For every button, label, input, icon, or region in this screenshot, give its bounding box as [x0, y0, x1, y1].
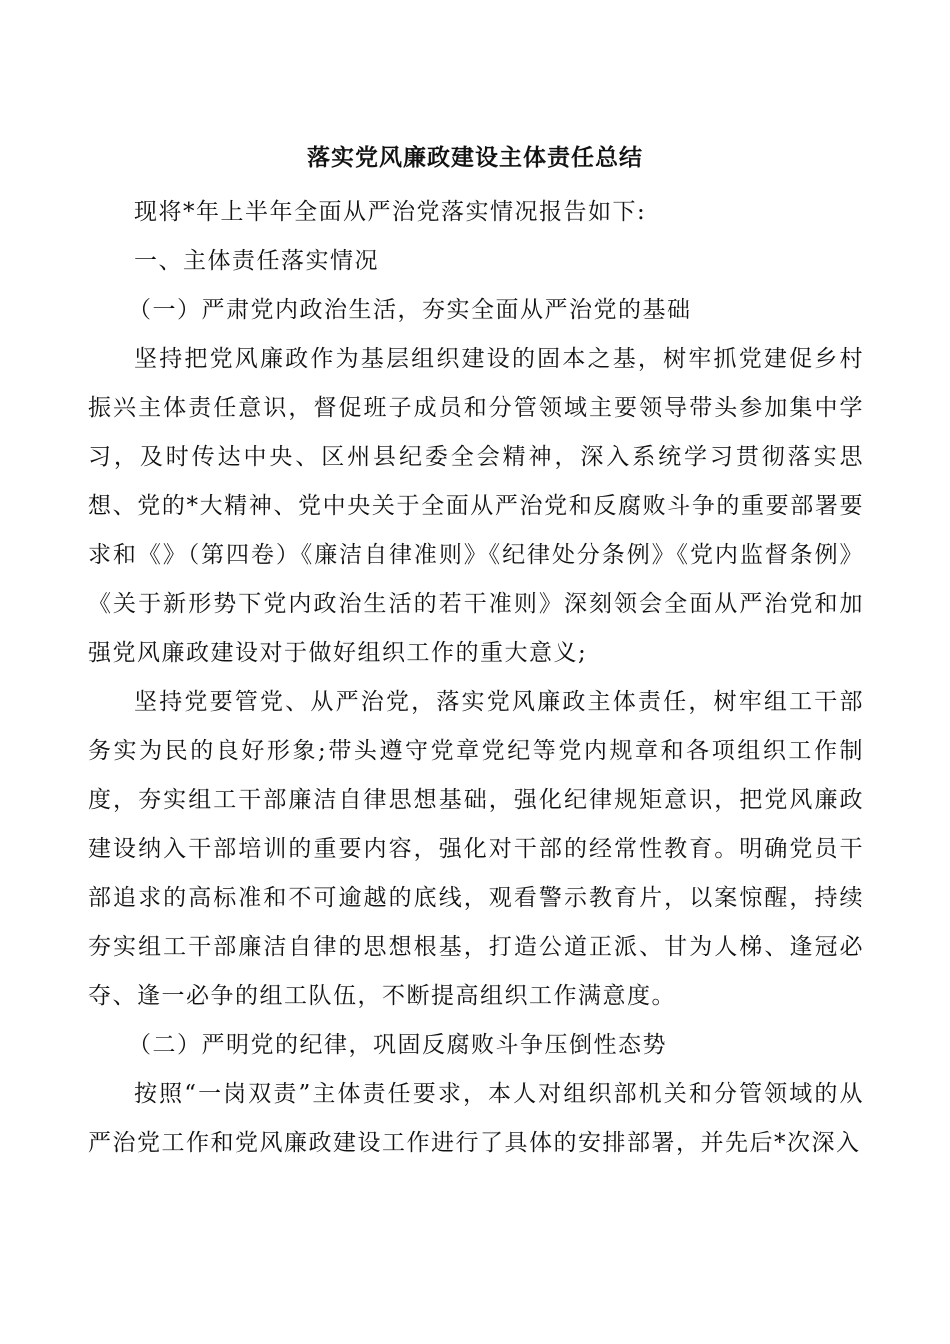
document-title: 落实党风廉政建设主体责任总结 [307, 144, 643, 171]
subsection-heading-2: （二）严明党的纪律，巩固反腐败斗争压倒性态势 [128, 1032, 667, 1058]
section-heading-1: 一、主体责任落实情况 [134, 248, 379, 274]
document-body [88, 188, 864, 1168]
subsection-heading-1: （一）严肃党内政治生活，夯实全面从严治党的基础 [128, 297, 692, 323]
body-paragraph: 坚持党要管党、从严治党，落实党风廉政主体责任，树牢组工干部务实为民的良好形象;带头遵守党章党纪等党内规章和各项组织工作制度，夯实组工干部廉洁自律思想基础，强化纪律规矩意识，把党风廉政建设纳入干部培训的重要内容，强化对干部的经常性教育。明确党员干部追求的高标准和不可逾越的底线，观看警示教育片，以案惊醒，持续夯实组工干部廉洁自律的思想根基，打造公道正派、甘为人梯、逢冠必夺、逢一必争的组工队伍，不断提高组织工作满意度。 [88, 689, 864, 1009]
intro-paragraph: 现将*年上半年全面从严治党落实情况报告如下: [134, 199, 647, 225]
body-paragraph: 坚持把党风廉政作为基层组织建设的固本之基，树牢抓党建促乡村振兴主体责任意识，督促班子成员和分管领域主要领导带头参加集中学习，及时传达中央、区州县纪委全会精神，深入系统学习贯彻落实思想、党的*大精神、党中央关于全面从严治党和反腐败斗争的重要部署要求和《》（第四卷）《廉洁自律准则》《纪律处分条例》《党内监督条例》《关于新形势下党内政治生活的若干准则》深刻领会全面从严治党和加强党风廉政建设对于做好组织工作的重大意义; [88, 346, 864, 666]
body-paragraph: 按照“一岗双责”主体责任要求，本人对组织部机关和分管领域的从严治党工作和党风廉政建设工作进行了具体的安排部署，并先后*次深入 [88, 1081, 864, 1156]
